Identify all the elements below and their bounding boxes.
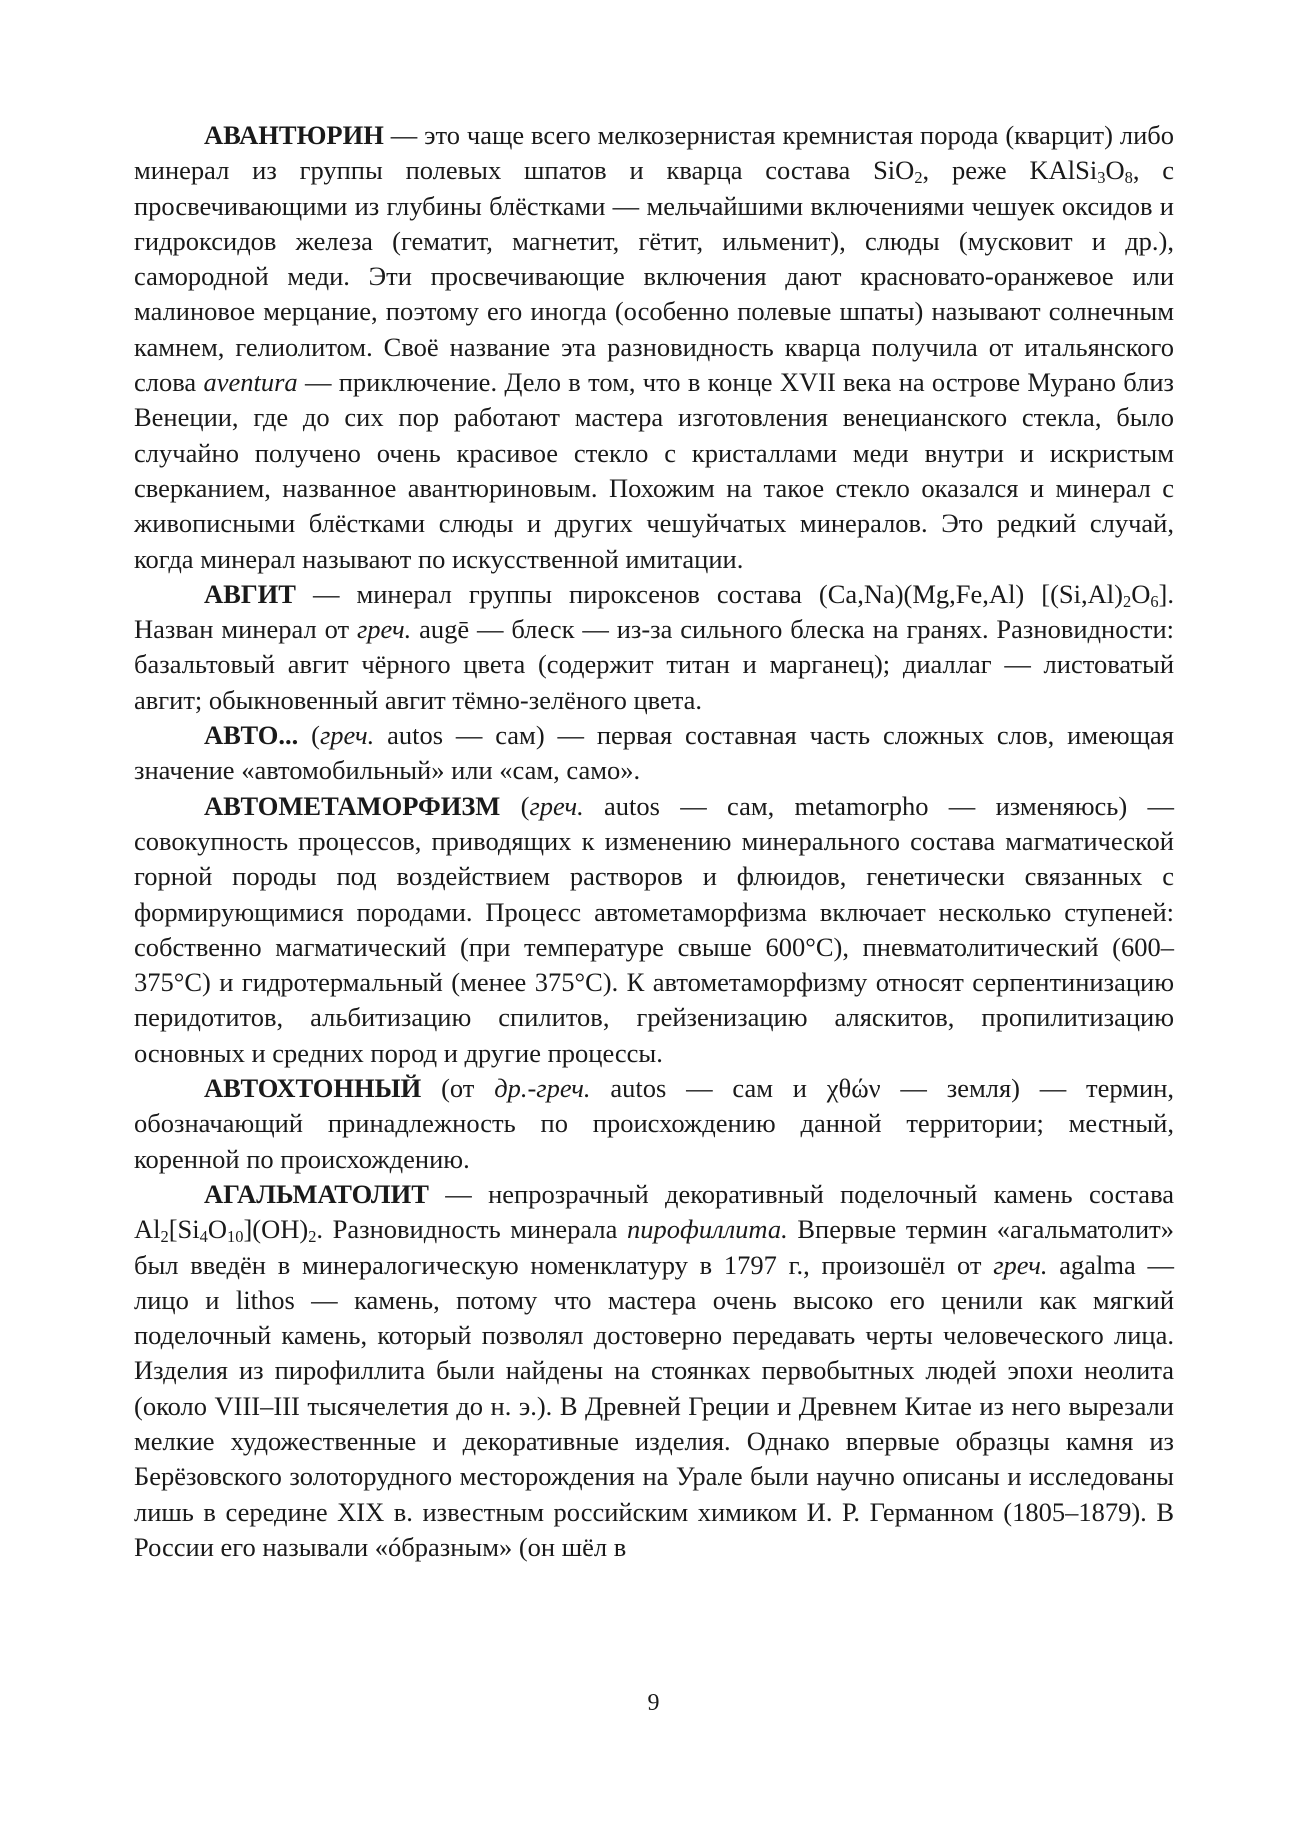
entry-term: АВТО... bbox=[204, 720, 299, 751]
entry-definition bbox=[134, 791, 1174, 1068]
definition-text: , реже KAlSi bbox=[922, 155, 1098, 186]
definition-text: autos — сам) — первая составная часть сложных слов, имеющая значение «автомобильный» или «сам, само». bbox=[134, 720, 1174, 786]
dictionary-entry bbox=[134, 577, 1174, 718]
page-number: 9 bbox=[647, 1690, 660, 1716]
definition-text: Впервые термин «агальматолит» был введён в минералогическую номенклатуру в 1797 г., произошёл от bbox=[134, 1214, 1174, 1280]
entry-term: АВТОМЕТАМОРФИЗМ bbox=[204, 790, 501, 821]
entry-term: АВТОХТОННЫЙ bbox=[204, 1073, 422, 1104]
definition-text: O bbox=[207, 1214, 228, 1245]
definition-text: ](OH) bbox=[243, 1214, 309, 1245]
entry-term: АВАНТЮРИН bbox=[204, 120, 384, 150]
page-body bbox=[134, 118, 1174, 1565]
italic-text: греч. bbox=[319, 720, 375, 751]
definition-text: ( bbox=[298, 720, 320, 751]
subscript-text: 2 bbox=[1122, 591, 1132, 611]
definition-text: (от bbox=[421, 1073, 495, 1104]
entry-term: АВГИТ bbox=[204, 578, 296, 609]
dictionary-entry bbox=[134, 789, 1174, 1071]
definition-text: O bbox=[1131, 578, 1151, 609]
subscript-text: 10 bbox=[227, 1227, 244, 1247]
italic-text: греч. bbox=[529, 790, 584, 821]
subscript-text: 2 bbox=[308, 1227, 317, 1247]
definition-text: — это чаще всего мелкозернистая кремнистая порода (кварцит) либо минерал из группы полевых шпатов и кварца состава SiO bbox=[134, 120, 1174, 186]
entry-term: АГАЛЬМАТОЛИТ bbox=[204, 1178, 429, 1209]
definition-text: agalma — лицо и lithos — камень, потому что мастера очень высоко его ценили как мягкий поделочный камень, который позволял достоверно передавать черты человеческого лица. Изделия из пирофиллита были найдены на стоянках первобытных людей эпохи неолита (около VIII–III тысячелетия до н. э.). В Древней Греции и Древнем Китае из него вырезали мелкие художественные и декоративные изделия. Однако впервые образцы камня из Берёзовского золоторудного месторождения на Урале были научно описаны и исследованы лишь в середине XIX в. известным российским химиком И. Р. Германном (1805–1879). В России его называли «óбразным» (он шёл в bbox=[134, 1249, 1174, 1562]
dictionary-entry bbox=[134, 1177, 1174, 1565]
subscript-text: 3 bbox=[1097, 168, 1106, 188]
definition-text: [Si bbox=[168, 1214, 200, 1245]
italic-text: aventura bbox=[203, 367, 298, 398]
italic-text: др.-греч. bbox=[494, 1073, 591, 1104]
definition-text: O bbox=[1105, 155, 1125, 186]
italic-text: пирофиллита. bbox=[627, 1214, 788, 1245]
subscript-text: 2 bbox=[160, 1227, 169, 1247]
definition-text: — непрозрачный декоративный поделочный камень состава Al bbox=[134, 1178, 1174, 1245]
subscript-text: 2 bbox=[914, 168, 923, 188]
entry-definition bbox=[134, 1179, 1174, 1562]
definition-text: ]. Назван минерал от bbox=[134, 578, 1174, 645]
definition-text: — минерал группы пироксенов состава (Ca,Na)(Mg,Fe,Al) [(Si,Al) bbox=[295, 578, 1123, 609]
subscript-text: 8 bbox=[1124, 168, 1133, 188]
definition-text: . Разновидность минерала bbox=[316, 1214, 627, 1245]
subscript-text: 4 bbox=[199, 1227, 208, 1247]
italic-text: греч. bbox=[993, 1249, 1048, 1280]
definition-text: — приключение. Дело в том, что в конце XVII века на острове Мурано близ Венеции, где до сих пор работают мастера изготовления венецианского стекла, было случайно получено очень красивое стекло с кристаллами меди внутри и искристым сверканием, названное авантюриновым. Похожим на такое стекло оказался и минерал с живописными блёстками слюды и других чешуйчатых минералов. Это редкий случай, когда минерал называют по искусственной имитации. bbox=[134, 367, 1174, 574]
definition-text: autos — сам, metamorpho — изменяюсь) — совокупность процессов, приводящих к изменению минерального состава магматической горной породы под воздействием растворов и флюидов, генетически связанных с формирующимися породами. Процесс автометаморфизма включает несколько ступеней: собственно магматический (при температуре свыше 600°С), пневматолитический (600–375°С) и гидротермальный (менее 375°С). К автометаморфизму относят серпентинизацию перидотитов, альбитизацию спилитов, грейзенизацию аляскитов, пропилитизацию основных и средних пород и другие процессы. bbox=[134, 790, 1175, 1068]
definition-text: ( bbox=[500, 790, 530, 821]
dictionary-entry bbox=[134, 1071, 1174, 1177]
dictionary-entry bbox=[134, 118, 1174, 577]
italic-text: греч. bbox=[356, 614, 412, 645]
dictionary-entry bbox=[134, 718, 1174, 789]
definition-text: augē — блеск — из-за сильного блеска на гранях. Разновидности: базальтовый авгит чёрного цвета (содержит титан и марганец); диаллаг — листоватый авгит; обыкновенный авгит тёмно-зелёного цвета. bbox=[134, 614, 1174, 715]
subscript-text: 6 bbox=[1150, 591, 1159, 611]
definition-text: autos — сам и χθών — земля) — термин, обозначающий принадлежность по происхождению данной территории; местный, коренной по происхождению. bbox=[134, 1073, 1174, 1174]
definition-text: , с просвечивающими из глубины блёстками — мельчайшими включениями чешуек оксидов и гидроксидов железа (гематит, магнетит, гётит, ильменит), слюды (мусковит и др.), самородной меди. Эти просвечивающие включения дают красновато-оранжевое или малиновое мерцание, поэтому его иногда (особенно полевые шпаты) называют солнечным камнем, гелиолитом. Своё название эта разновидность кварца получила от итальянского слова bbox=[134, 155, 1174, 398]
entry-definition bbox=[134, 120, 1174, 574]
